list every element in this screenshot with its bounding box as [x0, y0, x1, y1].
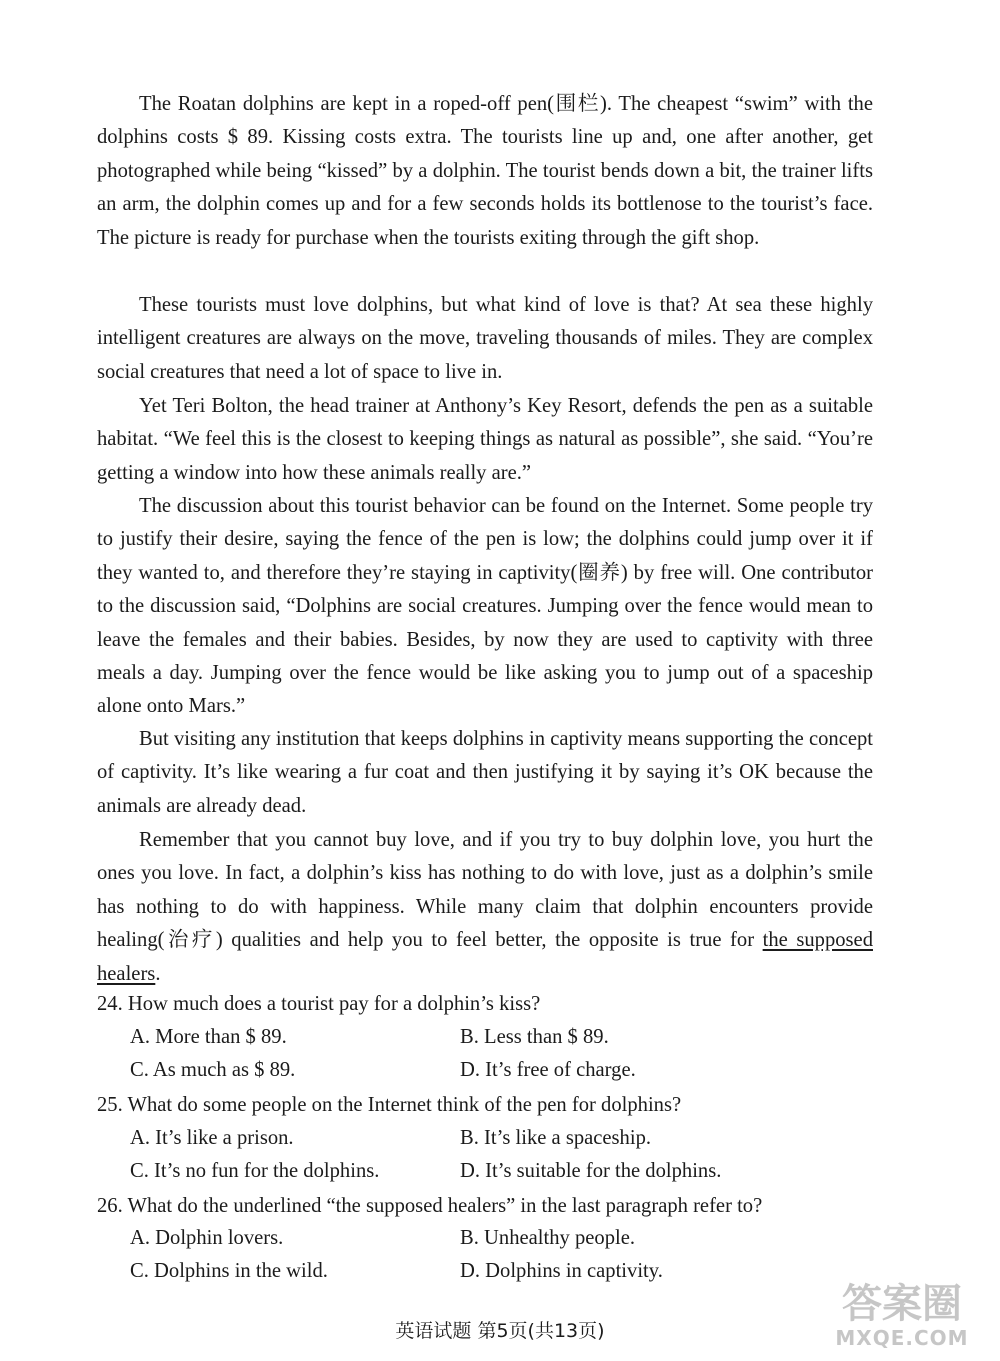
paragraph-6-text: Remember that you cannot buy love, and if you try to buy dolphin love, you hurt the ones you love. In fact, a dolphin’s kiss has nothing to do with love, just as a dolphin’s smile has nothing to do with happiness. While many claim that dolphin encounters provide healing(治疗) qualities and help you to feel better, the opposite is true for	[97, 829, 873, 952]
passage-paragraph-6	[97, 824, 873, 991]
question-24-option-a: A. More than $ 89.	[130, 1026, 287, 1048]
passage-paragraph-1: The Roatan dolphins are kept in a roped-off pen(围栏). The cheapest “swim” with the dolphins costs $ 89. Kissing costs extra. The tourists line up and, one after another, get photographed while being “kissed” by a dolphin. The tourist bends down a bit, the trainer lifts an arm, the dolphin comes up and for a few seconds holds its bottlenose to the tourist’s face. The picture is ready for purchase when the tourists exiting through the gift shop.	[97, 93, 873, 249]
question-24-option-c: C. As much as $ 89.	[130, 1059, 296, 1081]
underlined-phrase: the supposed healers	[97, 929, 873, 985]
question-26-option-d: D. Dolphins in captivity.	[460, 1260, 663, 1282]
question-26-option-a: A. Dolphin lovers.	[130, 1227, 284, 1249]
question-25-option-b: B. It’s like a spaceship.	[460, 1127, 652, 1149]
question-25-option-d: D. It’s suitable for the dolphins.	[460, 1160, 722, 1182]
question-26-stem: 26. What do the underlined “the supposed healers” in the last paragraph refer to?	[97, 1195, 763, 1217]
question-26-option-c: C. Dolphins in the wild.	[130, 1260, 328, 1282]
page-footer: 英语试题 第5页(共13页)	[395, 1320, 605, 1342]
watermark-text: 答案圈	[842, 1281, 962, 1327]
question-26-option-b: B. Unhealthy people.	[460, 1227, 636, 1249]
question-25-stem: 25. What do some people on the Internet think of the pen for dolphins?	[97, 1094, 682, 1116]
passage-paragraph-5: But visiting any institution that keeps dolphins in captivity means supporting the concept of captivity. It’s like wearing a fur coat and then justifying it by saying it’s OK because the animals are already dead.	[97, 728, 873, 817]
question-24-option-d: D. It’s free of charge.	[460, 1059, 636, 1081]
passage-paragraph-2: These tourists must love dolphins, but what kind of love is that? At sea these highly intelligent creatures are always on the move, traveling thousands of miles. They are complex social creatures that need a lot of space to live in.	[97, 294, 873, 383]
passage-paragraph-3: Yet Teri Bolton, the head trainer at Anthony’s Key Resort, defends the pen as a suitable habitat. “We feel this is the closest to keeping things as natural as possible”, she said. “You’re getting a window into how these animals really are.”	[97, 395, 873, 484]
paragraph-6-end: .	[155, 962, 161, 985]
question-25-option-a: A. It’s like a prison.	[130, 1127, 294, 1149]
watermark-logo	[812, 1282, 992, 1358]
watermark-url: MXQE.COM	[835, 1326, 969, 1350]
passage-paragraph-4: The discussion about this tourist behavior can be found on the Internet. Some people try to justify their desire, saying the fence of the pen is low; the dolphins could jump over it if they wanted to, and therefore they’re staying in captivity(圈养) by free will. One contributor to the discussion said, “Dolphins are social creatures. Jumping over the fence would mean to leave the females and their babies. Besides, by now they are used to captivity with three meals a day. Jumping over the fence would be like asking you to jump out of a spaceship alone onto Mars.”	[97, 495, 873, 718]
question-24-stem: 24. How much does a tourist pay for a dolphin’s kiss?	[97, 993, 541, 1015]
question-25-option-c: C. It’s no fun for the dolphins.	[130, 1160, 380, 1182]
question-24-option-b: B. Less than $ 89.	[460, 1026, 609, 1048]
